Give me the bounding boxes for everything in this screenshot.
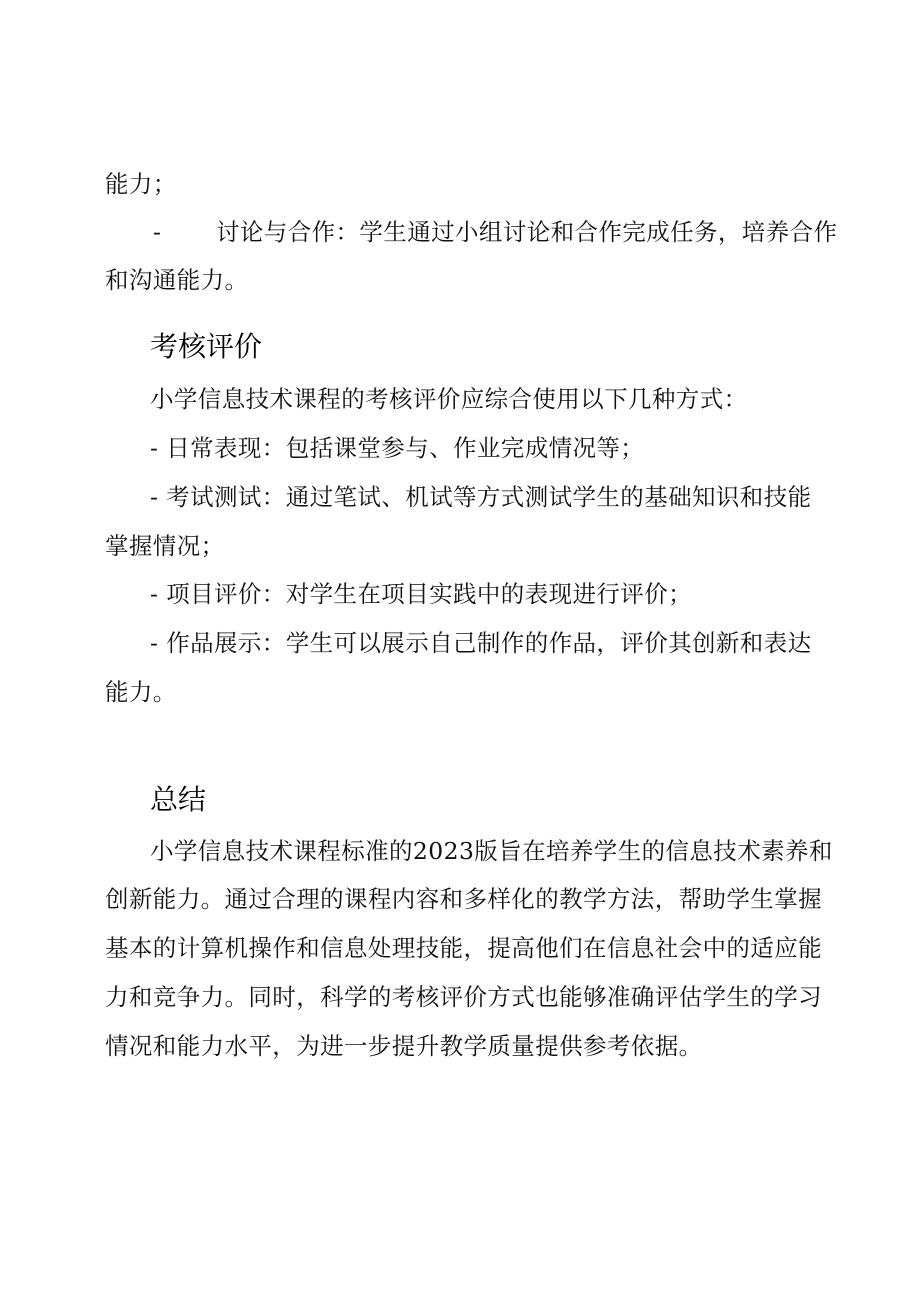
assessment-item-showcase: - 作品展示：学生可以展示自己制作的作品，评价其创新和表达 [150,629,812,657]
summary-paragraph-line: 情况和能力水平，为进一步提升教学质量提供参考依据。 [105,1032,703,1060]
summary-paragraph-line: 力和竞争力。同时，科学的考核评价方式也能够准确评估学生的学习 [105,983,822,1011]
assessment-item-exam-cont: 掌握情况； [105,532,225,560]
discussion-item-line2: 和沟通能力。 [105,266,249,294]
discussion-item-line1: 讨论与合作：学生通过小组讨论和合作完成任务，培养合作 [216,218,838,246]
assessment-item-project: - 项目评价：对学生在项目实践中的表现进行评价； [150,580,693,608]
summary-paragraph-line: 小学信息技术课程标准的2023版旨在培养学生的信息技术素养和 [150,837,833,865]
list-marker: - [153,218,161,246]
previous-item-ending: 能力； [105,170,177,198]
assessment-item-daily: - 日常表现：包括课堂参与、作业完成情况等； [150,434,645,462]
summary-paragraph-line: 基本的计算机操作和信息处理技能，提高他们在信息社会中的适应能 [105,934,822,962]
assessment-intro: 小学信息技术课程的考核评价应综合使用以下几种方式： [150,385,748,413]
summary-paragraph-line: 创新能力。通过合理的课程内容和多样化的教学方法，帮助学生掌握 [105,885,822,913]
assessment-heading: 考核评价 [150,330,263,363]
assessment-item-exam: - 考试测试：通过笔试、机试等方式测试学生的基础知识和技能 [150,483,812,511]
assessment-item-showcase-cont: 能力。 [105,678,177,706]
summary-heading: 总结 [150,783,207,816]
